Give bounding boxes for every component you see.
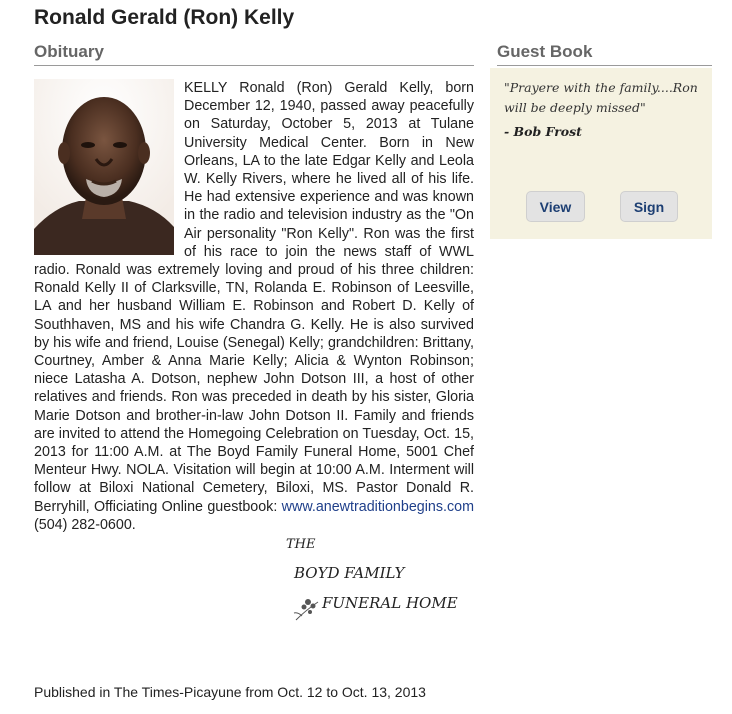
- funeral-home-logo: [282, 532, 462, 630]
- guestbook-entry-quote: "Prayere with the family....Ron will be deeply missed": [504, 80, 698, 115]
- obituary-text: KELLY Ronald (Ron) Gerald Kelly, born December 12, 1940, passed away peacefully on Saturday, October 5, 2013 at Tulane University Medical Center. Born in New Orleans, LA to the late Edgar Kelly and Leola W. Kelly Rivers, where he lived all of his life. He had extensive experience and was known in the radio and television industry as the "On Air personality "Ron Kelly". Ron was the first of his race to join the news staff of WWL radio. Ronald was extremely loving and proud of his three children: Ronald Kelly II of Clarksville, TN, Rolanda E. Robinson of Leesville, LA and her husband William E. Robinson and Robert D. Kelly of Southhaven, MS and his wife Chandra G. Kelly. He is also survived by his wife and friend, Louise (Senegal) Kelly; grandchildren: Brittany, Courtney, Amber & Anna Marie Kelly; Alicia & Wynton Robinson; niece Latasha A. Dotson, nephew John Dotson III, a host of other relatives and friends. Ron was preceded in death by his sister, Gloria Marie Dotson and brother-in-law John Dotson II. Family and friends are invited to attend the Homegoing Celebration on Tuesday, Oct. 15, 2013 for 11:00 A.M. at The Boyd Family Funeral Home, 5001 Chef Menteur Hwy. NOLA. Visitation will begin at 10:00 A.M. Interment will follow at Biloxi National Cemetery, Biloxi, MS. Pastor Donald R. Berryhill, Officiating Online guestbook:: [34, 80, 474, 515]
- portrait-photo: [34, 79, 174, 255]
- logo-line-2: BOYD FAMILY: [294, 564, 405, 582]
- view-button[interactable]: View: [526, 191, 585, 222]
- obituary-text-tail: (504) 282-0600.: [34, 516, 136, 533]
- publication-note: Published in The Times-Picayune from Oct. 12 to Oct. 13, 2013: [34, 684, 426, 700]
- sign-button[interactable]: Sign: [620, 191, 678, 222]
- obituary-heading: Obituary: [34, 42, 474, 66]
- page-title: Ronald Gerald (Ron) Kelly: [34, 6, 295, 29]
- guestbook-heading: Guest Book: [497, 42, 712, 66]
- floral-ornament-icon: [294, 599, 318, 620]
- guestbook-website-link[interactable]: www.anewtraditionbegins.com: [281, 498, 474, 515]
- guestbook-panel: [490, 68, 712, 239]
- logo-line-3: FUNERAL HOME: [322, 594, 458, 612]
- logo-line-1: THE: [286, 537, 316, 552]
- guestbook-entry-author: - Bob Frost: [504, 124, 582, 139]
- obituary-body: [34, 79, 474, 534]
